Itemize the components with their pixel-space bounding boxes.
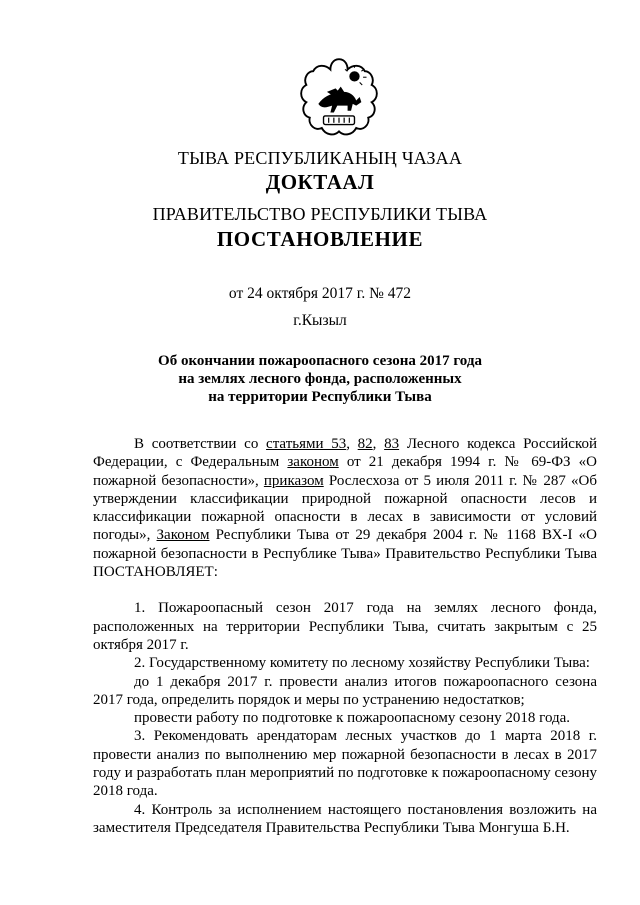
title-line: на территории Республики Тыва	[208, 389, 432, 405]
coat-of-arms-emblem	[296, 54, 382, 140]
title-line: Об окончании пожароопасного сезона 2017 года	[158, 353, 482, 369]
clause-2-subitem: до 1 декабря 2017 г. провести анализ итогов пожароопасного сезона 2017 года, определить порядок и меры по устранению недостатков;	[93, 673, 597, 708]
tuvan-government-heading: ТЫВА РЕСПУБЛИКАНЫҢ ЧАЗАА	[177, 148, 463, 168]
preamble-text: В соответствии со	[134, 436, 267, 452]
clause-3: 3. Рекомендовать арендаторам лесных участков до 1 марта 2018 г. провести анализ по выполнению мер пожарной безопасности в лесах в 2017 году и разработать план мероприятий по подготовке к пожароопасному сезону 2018 года.	[93, 728, 597, 800]
title-line: на землях лесного фонда, расположенных	[178, 371, 462, 387]
preamble-text: от 21 декабря 1994 г. № 69-ФЗ «О пожарной безопасности»,	[93, 454, 597, 489]
preamble-text: ,	[346, 436, 358, 452]
link-article-83[interactable]: 83	[384, 436, 400, 452]
preamble-text: Лесного кодекса Российской Федерации, с Федеральным	[93, 436, 598, 471]
preamble-text: ,	[372, 436, 385, 452]
document-date-number: от 24 октября 2017 г. № 472	[228, 285, 412, 302]
russian-government-heading: ПРАВИТЕЛЬСТВО РЕСПУБЛИКИ ТЫВА	[152, 204, 488, 224]
document-title	[0, 352, 640, 406]
link-federal-law[interactable]: законом	[287, 454, 339, 471]
clause-2-subitem: провести работу по подготовке к пожароопасному сезону 2018 года.	[134, 710, 571, 727]
document-body	[93, 435, 597, 837]
preamble-paragraph	[93, 435, 597, 581]
clause-2: 2. Государственному комитету по лесному хозяйству Республики Тыва:	[134, 655, 590, 672]
link-republic-law[interactable]: Законом	[156, 527, 210, 544]
russian-document-type: ПОСТАНОВЛЕНИЕ	[216, 227, 424, 251]
preamble-text: Республики Тыва от 29 декабря 2004 г. № 1168 ВХ-I «О пожарной безопасности в Республике Тыва» Правительство Республики Тыва ПОСТАНОВЛЯЕТ:	[93, 527, 597, 581]
link-order[interactable]: приказом	[263, 472, 324, 489]
document-city: г.Кызыл	[293, 312, 347, 329]
clause-1: 1. Пожароопасный сезон 2017 года на землях лесного фонда, расположенных на территории Республики Тыва, считать закрытым с 25 октября 2017 г.	[93, 600, 597, 653]
tuvan-document-type: ДОКТААЛ	[265, 170, 375, 194]
preamble-text: Рослесхоза от 5 июля 2011 г. № 287 «Об утверждении классификации природной пожарной опасности лесов и классификации пожарной опасности в лесах в зависимости от условий погоды»,	[93, 472, 597, 544]
link-article-82[interactable]: 82	[357, 436, 373, 452]
clause-4: 4. Контроль за исполнением настоящего постановления возложить на заместителя Председателя Правительства Республики Тыва Монгуша Б.Н.	[93, 801, 597, 836]
link-article-53[interactable]: статьями 53	[266, 436, 347, 452]
